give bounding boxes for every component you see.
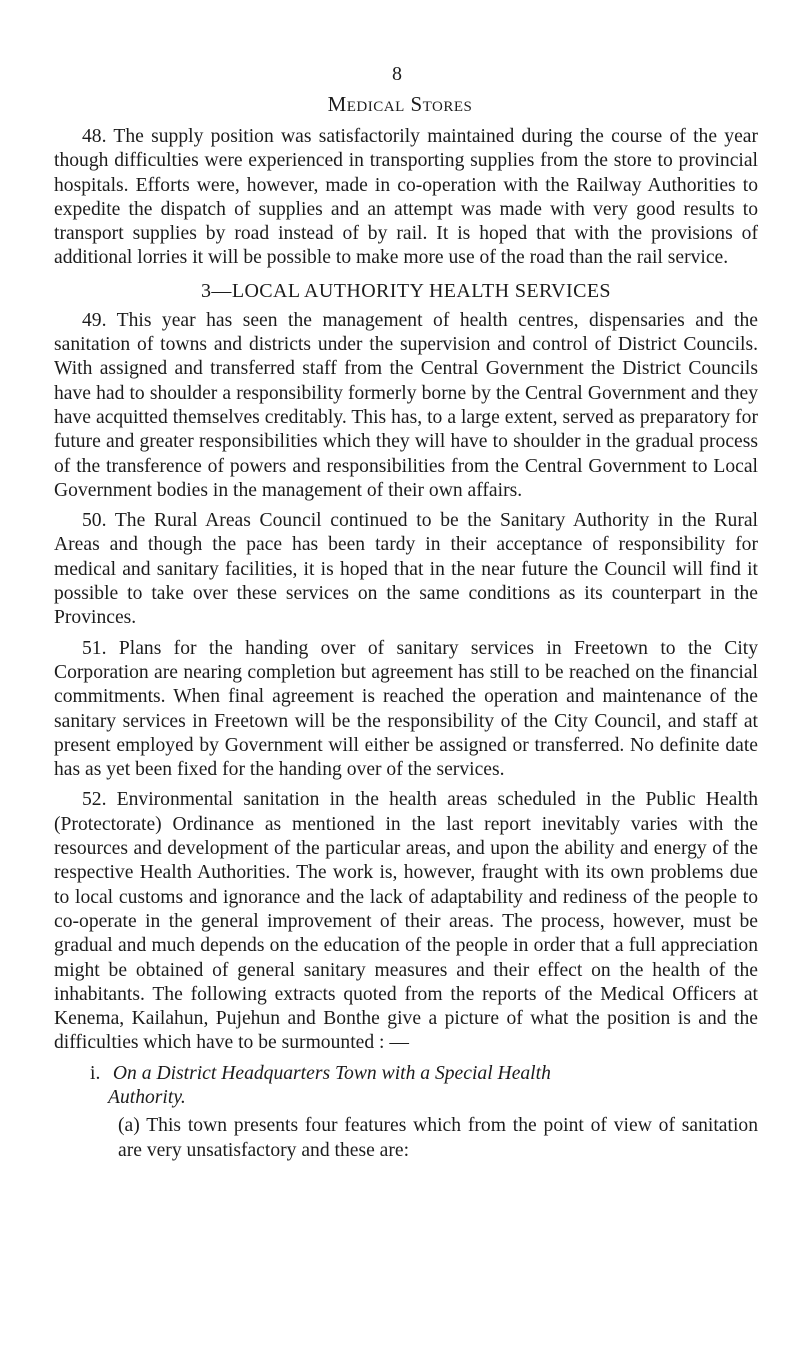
section-title: Medical Stores bbox=[327, 92, 473, 116]
item-a: (a) This town presents four features which from the point of view of sanitation are very unsatisfactory and these are: bbox=[118, 1115, 758, 1161]
chapter-heading: 3—LOCAL AUTHORITY HEALTH SERVICES bbox=[201, 279, 611, 302]
paragraph-50: 50. The Rural Areas Council continued to be the Sanitary Authority in the Rural Areas and though the pace has been tardy in their acceptance of responsibility for medical and sanitary facilities, it is hoped that in the near future the Council will find it possible to take over these services on the same conditions as its counterpart in the Provinces. bbox=[54, 510, 758, 629]
paragraph-49: 49. This year has seen the management of health centres, dispensaries and the sanitation of towns and districts under the supervision and control of District Councils. With assigned and transferred staff from the Central Government the District Councils have had to shoulder a responsibility formerly borne by the Central Government and they have acquitted themselves creditably. This has, to a large extent, served as preparatory for future and greater responsibilities which they will have to shoulder in the gradual process of the transference of powers and responsibilities from the Central Government to Local Government bodies in the management of their own affairs. bbox=[54, 309, 758, 501]
subsection-heading bbox=[90, 1062, 758, 1111]
page-number: 8 bbox=[392, 63, 402, 85]
paragraph-52: 52. Environmental sanitation in the health areas scheduled in the Public Health (Protectorate) Ordinance as mentioned in the last report inevitably varies with the resources and development of the particular areas, and upon the ability and energy of the respective Health Authorities. The work is, however, fraught with its own problems due to local customs and ignorance and the lack of adaptability and rediness of the people to co-operate in the general improvement of their areas. The process, however, must be gradual and much depends on the education of the people in order that a full appreciation might be obtained of general sanitary measures and their effect on the health of the inhabitants. The following extracts quoted from the reports of the Medical Officers at Kenema, Kailahun, Pujehun and Bonthe give a picture of what the position is and the difficulties which have to be surmounted : — bbox=[54, 789, 758, 1054]
body-text bbox=[54, 125, 758, 1163]
subsection-number: i. bbox=[90, 1062, 101, 1084]
subsection-title-line2: Authority. bbox=[108, 1086, 186, 1108]
paragraph-48: 48. The supply position was satisfactorily maintained during the course of the year though difficulties were experienced in transporting supplies from the store to provincial hospitals. Efforts were, however, made in co-operation with the Railway Authorities to expedite the dispatch of supplies and an attempt was made with very good results to transport supplies by road instead of by rail. It is hoped that with the provisions of additional lorries it will be possible to make more use of the road than the rail service. bbox=[54, 126, 758, 269]
subsection-title-line1: On a District Headquarters Town with a Special Health bbox=[112, 1062, 551, 1084]
paragraph-51: 51. Plans for the handing over of sanitary services in Freetown to the City Corporation are nearing completion but agreement has still to be reached on the financial commitments. When final agreement is reached the operation and maintenance of the sanitary services in Freetown will be the responsibility of the City Council, and staff at present employed by Government will either be assigned or transferred. No definite date has as yet been fixed for the handing over of the services. bbox=[54, 637, 758, 781]
